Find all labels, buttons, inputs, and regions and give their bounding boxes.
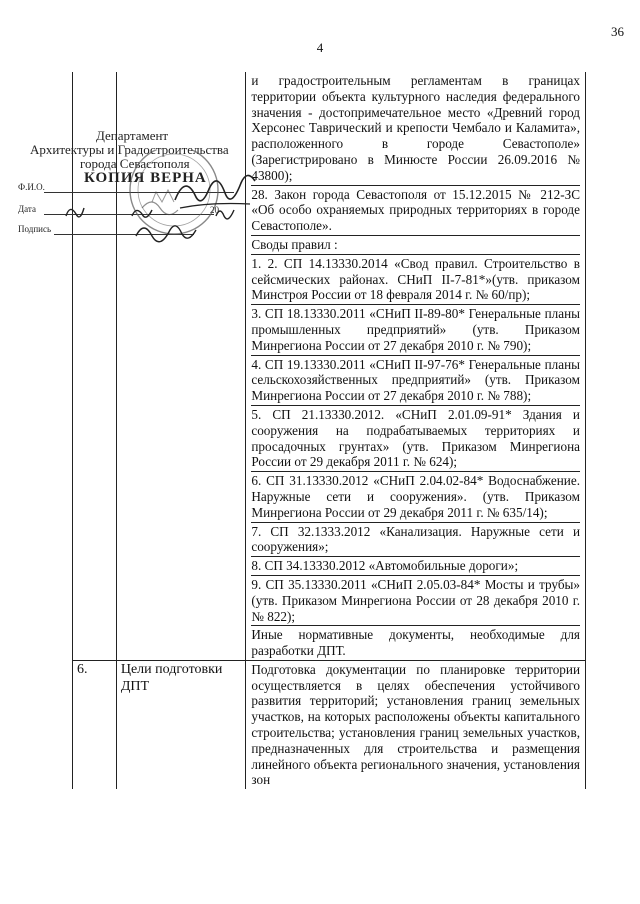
paragraph: 9. СП 35.13330.2011 «СНиП 2.05.03-84* Мосты и трубы» (утв. Приказом Минрегиона России от 28 декабря 2010 г. № 822); xyxy=(251,576,580,624)
paragraph: 3. СП 18.13330.2011 «СНиП II-89-80* Генеральные планы промышленных предприятий» (утв. Приказом Минрегиона России от 27 декабря 2010 г. № 790); xyxy=(251,306,580,353)
page-number-corner: 36 xyxy=(611,24,624,39)
paragraph: 5. СП 21.13330.2012. «СНиП 2.01.09-91* Здания и сооружения на подрабатываемых территориях и просадочных грунтах» (утв. Приказом Минрегиона России от 29 декабря 2011 г. № 624); xyxy=(251,406,580,470)
paragraph: 1. 2. СП 14.13330.2014 «Свод правил. Строительство в сейсмических районах. СНиП II-7-81*»(утв. приказом Минстроя России от 18 февраля 2014 г. № 60/пр); xyxy=(251,255,580,303)
paragraph: 7. СП 32.1333.2012 «Канализация. Наружные сети и сооружения»; xyxy=(251,523,580,555)
table-row xyxy=(72,660,586,789)
row-content-cell xyxy=(246,72,585,660)
sign-scribble-icon xyxy=(130,216,210,246)
stamp-fio-label: Ф.И.О. xyxy=(18,182,45,192)
stamp-department-line3: города Севастополя xyxy=(80,156,190,171)
paragraph: Своды правил : xyxy=(251,235,580,254)
row-number-cell: 6. xyxy=(73,661,117,789)
stamp-date-label: Дата xyxy=(18,204,36,214)
paragraph: Иные нормативные документы, необходимые для разработки ДПТ. xyxy=(251,627,580,659)
stamp-date-year: 20 xyxy=(210,205,219,215)
page-number: 4 xyxy=(316,40,324,55)
paragraph: Подготовка документации по планировке территории осуществляется в целях обеспечения устойчивого развития территорий; установления границ земельных участков, на которых расположены объекты капитального строительства; установления границ земельных участков, предназначенных для строительства и размещения линейного объекта регионального значения, установления зон xyxy=(251,661,580,788)
paragraph: 4. СП 19.13330.2011 «СНиП II-97-76* Генеральные планы сельскохозяйственных предприятий» (утв. Приказом Минрегиона России от 27 декабря 2010 г. № 788); xyxy=(251,356,580,404)
paragraph: и градостроительным регламентам в границах территории объекта культурного наследия федерального значения - достопримечательное место «Древний город Херсонес Таврический и крепости Чембало и Каламита», расположенного в городе Севастополе» (Зарегистрировано в Минюсте России 26.09.2016 № 43800); xyxy=(251,73,580,183)
stamp-department: Департамент xyxy=(96,128,169,143)
paragraph: 6. СП 31.13330.2012 «СНиП 2.04.02-84* Водоснабжение. Наружные сети и сооружения». (утв. Приказом Минрегиона России от 29 декабря 2011 г. № 635/14); xyxy=(251,473,580,520)
stamp-department-line2: Архитектуры и Градостроительства xyxy=(30,142,229,157)
stamp-copy-label: КОПИЯ ВЕРНА xyxy=(84,170,207,186)
paragraph: 28. Закон города Севастополя от 15.12.2015 № 212-ЗС «Об особо охраняемых природных территориях в городе Севастополе». xyxy=(251,186,580,234)
row-content-cell xyxy=(246,661,585,789)
row-title-cell: Цели подготовки ДПТ xyxy=(117,661,247,789)
paragraph: 8. СП 34.13330.2012 «Автомобильные дороги»; xyxy=(251,556,580,575)
stamp-sign-label: Подпись xyxy=(18,224,52,234)
